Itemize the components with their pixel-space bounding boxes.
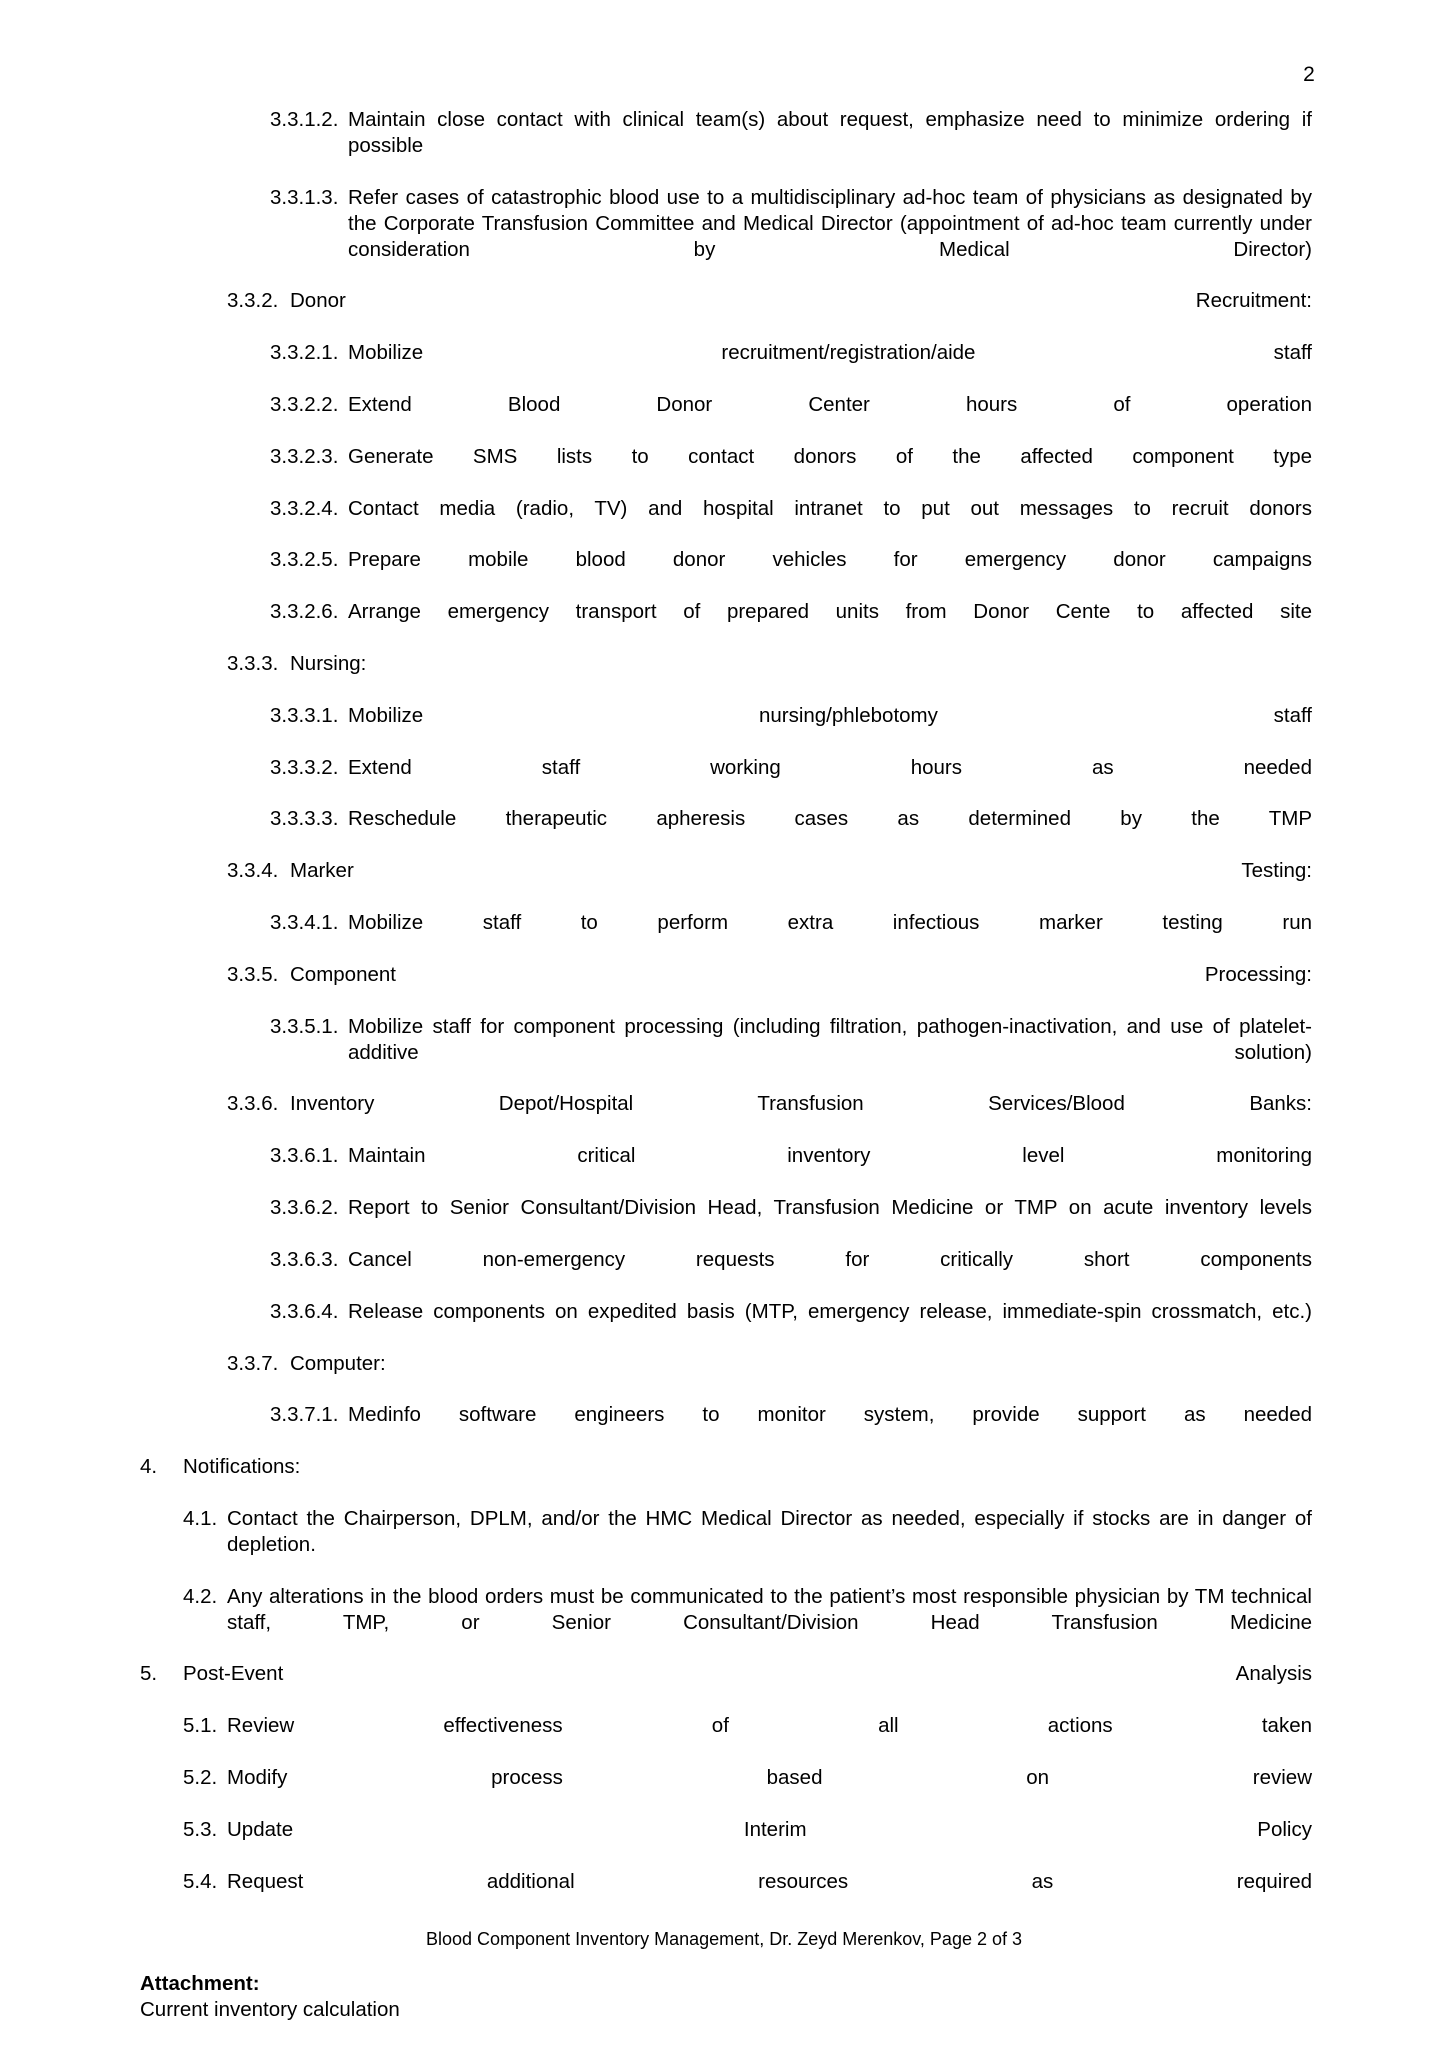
list-item-number: 3.3.1.3. [270,185,339,209]
list-item [270,910,1312,962]
list-item-number: 3.3.2.2. [270,392,339,416]
list-item-text: Reschedule therapeutic apheresis cases as determined by the TMP [348,807,1312,831]
list-item-number: 5.2. [183,1766,218,1789]
list-item [183,1817,1312,1869]
list-item [270,444,1312,496]
list-item-number: 5. [140,1662,158,1686]
list-item [140,1661,1312,1713]
list-item-text: Generate SMS lists to contact donors of the affected component type [348,444,1312,468]
list-item-text: Arrange emergency transport of prepared units from Donor Cente to affected site [348,600,1312,624]
list-item [227,1351,1312,1403]
list-item-number: 3.3.3.1. [270,703,339,727]
attachment-text: Current inventory calculation [140,1998,400,2022]
list-item [270,1247,1312,1299]
list-item-text: Mobilize staff for component processing (including filtration, pathogen-inactivation, and use of platelet-additive solution) [348,1014,1312,1064]
list-item-text: Review effectiveness of all actions taken [227,1714,1312,1738]
list-item-number: 5.1. [183,1714,218,1738]
list-item-number: 3.3.7.1. [270,1403,339,1427]
list-item [270,599,1312,651]
list-item-text: Mobilize recruitment/registration/aide staff [348,341,1312,365]
list-item [140,1454,1312,1506]
list-item-text: Release components on expedited basis (MTP, emergency release, immediate-spin crossmatch, etc.) [348,1299,1312,1323]
attachment-title: Attachment: [140,1972,260,1996]
list-item-number: 3.3.2.4. [270,496,339,520]
list-item-number: 5.3. [183,1817,218,1841]
list-item-text: Contact the Chairperson, DPLM, and/or the HMC Medical Director as needed, especially if stocks are in danger of depletion. [227,1506,1312,1556]
list-item [183,1506,1312,1584]
list-item-number: 3.3.5.1. [270,1014,339,1038]
list-item [183,1713,1312,1765]
list-item-number: 3.3.6.2. [270,1196,339,1220]
list-item-number: 5.4. [183,1869,218,1893]
list-item-text: Component Processing: [290,962,1312,986]
list-item-number: 3.3.2.5. [270,548,339,572]
list-item-number: 3.3.2.6. [270,600,339,624]
list-item-number: 3.3.5. [227,962,279,986]
list-item-text: Refer cases of catastrophic blood use to a multidisciplinary ad-hoc team of physicians as designated by the Corporate Transfusion Committee and Medical Director (appointment of ad-hoc team currently under consideration by Medical Director) [348,185,1312,261]
list-item-text: Mobilize nursing/phlebotomy staff [348,703,1312,727]
list-item-number: 3.3.4. [227,859,279,883]
list-item-text: Notifications: [183,1455,301,1479]
list-item-number: 3.3.3. [227,652,279,676]
list-item [270,392,1312,444]
list-item [270,703,1312,755]
list-item [270,755,1312,807]
list-item-text: Extend Blood Donor Center hours of operation [348,392,1312,416]
list-item [270,185,1312,289]
list-item-number: 3.3.6.4. [270,1299,339,1323]
list-item [270,107,1312,185]
list-item-text: Maintain close contact with clinical team(s) about request, emphasize need to minimize ordering if possible [348,108,1312,157]
list-item [270,340,1312,392]
list-item [270,806,1312,858]
list-item-number: 3.3.6. [227,1092,279,1116]
list-item-number: 3.3.2. [227,289,279,313]
page-footer: Blood Component Inventory Management, Dr. Zeyd Merenkov, Page 2 of 3 [426,1929,1022,1949]
list-item [227,1091,1312,1143]
list-item-text: Marker Testing: [290,859,1312,883]
list-item-text: Cancel non-emergency requests for critically short components [348,1247,1312,1271]
list-item-text: Medinfo software engineers to monitor system, provide support as needed [348,1403,1312,1427]
list-item-number: 3.3.1.2. [270,108,339,131]
list-item [270,496,1312,548]
list-item-text: Maintain critical inventory level monitoring [348,1144,1312,1168]
list-item-text: Prepare mobile blood donor vehicles for emergency donor campaigns [348,548,1312,572]
list-item [270,547,1312,599]
list-item [183,1869,1312,1921]
list-item-number: 3.3.3.2. [270,755,339,779]
list-item [183,1584,1312,1662]
list-item-text: Any alterations in the blood orders must be communicated to the patient’s most responsible physician by TM technical staff, TMP, or Senior Consultant/Division Head Transfusion Medicine [227,1584,1312,1634]
list-item-text: Inventory Depot/Hospital Transfusion Services/Blood Banks: [290,1092,1312,1116]
list-item-number: 3.3.6.1. [270,1144,339,1168]
list-item-number: 3.3.2.1. [270,341,339,365]
list-item-text: Update Interim Policy [227,1817,1312,1841]
attachment-block [140,1971,1312,2023]
list-item-text: Report to Senior Consultant/Division Head, Transfusion Medicine or TMP on acute inventory levels [348,1196,1312,1220]
list-item-text: Nursing: [290,652,367,676]
list-item-text: Extend staff working hours as needed [348,755,1312,779]
list-item-number: 4.2. [183,1584,218,1608]
list-item-text: Modify process based on review [227,1766,1312,1789]
document-body [140,107,1312,2023]
list-item [183,1765,1312,1817]
list-item-text: Contact media (radio, TV) and hospital intranet to put out messages to recruit donors [348,496,1312,520]
list-item-number: 3.3.6.3. [270,1247,339,1271]
list-item [270,1299,1312,1351]
list-item [227,288,1312,340]
list-item [270,1195,1312,1247]
list-item [270,1143,1312,1195]
list-item-number: 3.3.4.1. [270,911,339,935]
list-item [270,1402,1312,1454]
list-item [270,1014,1312,1092]
list-item [227,858,1312,910]
list-item-text: Mobilize staff to perform extra infectious marker testing run [348,911,1312,935]
page-number: 2 [1303,63,1315,86]
list-item-number: 4. [140,1455,158,1479]
list-item-number: 3.3.7. [227,1351,279,1375]
list-item-text: Post-Event Analysis [183,1662,1312,1686]
list-item-number: 3.3.3.3. [270,807,339,831]
list-item-number: 4.1. [183,1506,218,1530]
list-item-text: Request additional resources as required [227,1869,1312,1893]
list-item [227,651,1312,703]
list-item [227,962,1312,1014]
list-item-text: Computer: [290,1351,386,1375]
list-item-number: 3.3.2.3. [270,444,339,468]
list-item-text: Donor Recruitment: [290,289,1312,313]
